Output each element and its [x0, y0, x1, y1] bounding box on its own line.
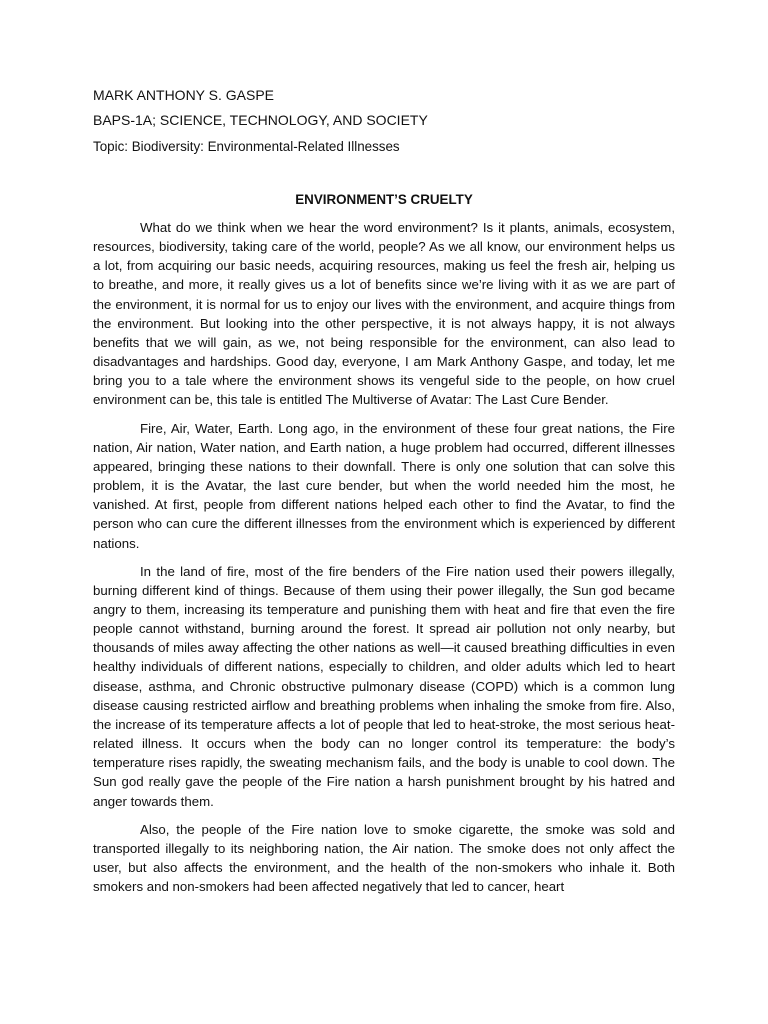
paragraph-intro: What do we think when we hear the word environment? Is it plants, animals, ecosystem, resources, biodiversity, taking care of the world, people? As we all know, our environment helps us a lot, from acquiring our basic needs, acquiring resources, making us feel the fresh air, helping us to breathe, and more, it really gives us a lot of benefits since we’re living with it as we are part of the environment, it is normal for us to enjoy our lives with the environment, and acquire things from the environment. But looking into the other perspective, it is not always happy, it is not always benefits that we will gain, as we, not being responsible for the environment, can also lead to disadvantages and hardships. Good day, everyone, I am Mark Anthony Gaspe, and today, let me bring you to a tale where the environment shows its vengeful side to the people, on how cruel environment can be, this tale is entitled The Multiverse of Avatar: The Last Cure Bender.: [93, 220, 675, 408]
paragraph-smoking: Also, the people of the Fire nation love to smoke cigarette, the smoke was sold and transported illegally to its neighboring nation, the Air nation. The smoke does not only affect the user, but also affects the environment, and the health of the non-smokers who inhale it. Both smokers and non-smokers had been affected negatively that led to cancer, heart: [93, 821, 675, 895]
document-title: ENVIRONMENT’S CRUELTY: [295, 192, 473, 207]
course-line: BAPS-1A; SCIENCE, TECHNOLOGY, AND SOCIETY: [93, 112, 428, 128]
topic-line: Topic: Biodiversity: Environmental-Related Illnesses: [93, 139, 400, 154]
document-body: [93, 218, 675, 905]
paragraph-four-nations: Fire, Air, Water, Earth. Long ago, in the environment of these four great nations, the Fire nation, Air nation, Water nation, and Earth nation, a huge problem had occurred, different illnesses appeared, bringing these nations to their downfall. There is only one solution that can solve this problem, it is the Avatar, the last cure bender, but when the world needed him the most, he vanished. At first, people from different nations helped each other to find the Avatar, to find the person who can cure the different illnesses from the environment which is experienced by different nations.: [93, 420, 675, 551]
author-name: MARK ANTHONY S. GASPE: [93, 87, 275, 103]
paragraph-land-of-fire: In the land of fire, most of the fire benders of the Fire nation used their powers illegally, burning different kind of things. Because of them using their power illegally, the Sun god became angry to them, increasing its temperature and punishing them with heat and fire that even the fire people cannot withstand, burning around the forest. It spread air pollution not only nearby, but thousands of miles away affecting the other nations as well—it caused breathing difficulties in even healthy individuals of different nations, especially to children, and older adults which led to heart disease, asthma, and Chronic obstructive pulmonary disease (COPD) which is a common lung disease causing restricted airflow and breathing problems when inhaling the smoke from fire. Also, the increase of its temperature affects a lot of people that led to heat-stroke, the most serious heat-related illness. It occurs when the body can no longer control its temperature: the body’s temperature rises rapidly, the sweating mechanism fails, and the body is unable to cool down. The Sun god really gave the people of the Fire nation a harsh punishment brought by his hatred and anger towards them.: [93, 563, 675, 809]
